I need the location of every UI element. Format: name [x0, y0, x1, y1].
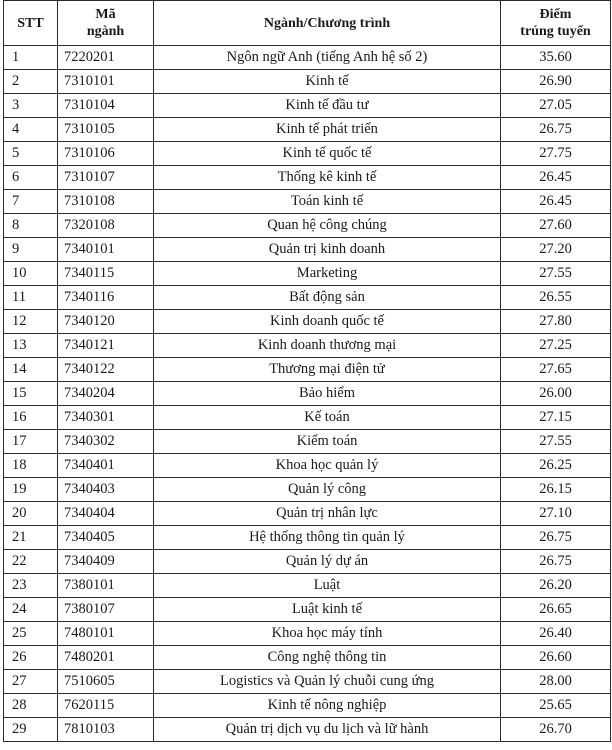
- row-major-code: 7480201: [58, 646, 154, 670]
- row-major-code: 7340121: [58, 334, 154, 358]
- row-score: 27.65: [501, 358, 611, 382]
- row-score: 27.25: [501, 334, 611, 358]
- row-major-code: 7310107: [58, 166, 154, 190]
- row-major-code: 7480101: [58, 622, 154, 646]
- row-major-code: 7310104: [58, 94, 154, 118]
- row-program-name: Toán kinh tế: [154, 190, 501, 214]
- row-score: 26.65: [501, 598, 611, 622]
- table-row: [4, 478, 611, 502]
- table-header-row: [4, 1, 611, 46]
- table-row: [4, 358, 611, 382]
- row-program-name: Kinh tế quốc tế: [154, 142, 501, 166]
- row-major-code: 7340409: [58, 550, 154, 574]
- header-code: [58, 1, 154, 46]
- row-program-name: Quản trị nhân lực: [154, 502, 501, 526]
- table-row: [4, 598, 611, 622]
- row-major-code: 7620115: [58, 694, 154, 718]
- table-row: [4, 166, 611, 190]
- table-row: [4, 118, 611, 142]
- table-body: [4, 46, 611, 742]
- row-program-name: Kinh doanh thương mại: [154, 334, 501, 358]
- table-row: [4, 622, 611, 646]
- row-program-name: Quản lý công: [154, 478, 501, 502]
- header-score-line2: trúng tuyển: [520, 24, 591, 39]
- row-score: 28.00: [501, 670, 611, 694]
- row-score: 26.45: [501, 166, 611, 190]
- table-row: [4, 46, 611, 70]
- table-row: [4, 142, 611, 166]
- row-score: 26.60: [501, 646, 611, 670]
- row-stt: 23: [4, 574, 58, 598]
- row-major-code: 7380107: [58, 598, 154, 622]
- table-row: [4, 286, 611, 310]
- row-stt: 15: [4, 382, 58, 406]
- table-row: [4, 214, 611, 238]
- row-stt: 12: [4, 310, 58, 334]
- row-major-code: 7380101: [58, 574, 154, 598]
- table-row: [4, 94, 611, 118]
- row-score: 26.75: [501, 118, 611, 142]
- row-program-name: Thống kê kinh tế: [154, 166, 501, 190]
- row-score: 26.70: [501, 718, 611, 742]
- row-stt: 2: [4, 70, 58, 94]
- row-stt: 7: [4, 190, 58, 214]
- row-program-name: Kinh tế: [154, 70, 501, 94]
- row-stt: 25: [4, 622, 58, 646]
- row-program-name: Quan hệ công chúng: [154, 214, 501, 238]
- row-stt: 26: [4, 646, 58, 670]
- header-score: [501, 1, 611, 46]
- row-score: 27.10: [501, 502, 611, 526]
- header-score-line1: Điểm: [539, 7, 572, 22]
- table-row: [4, 694, 611, 718]
- row-score: 26.20: [501, 574, 611, 598]
- row-stt: 21: [4, 526, 58, 550]
- row-stt: 5: [4, 142, 58, 166]
- table-row: [4, 262, 611, 286]
- row-program-name: Thương mại điện tử: [154, 358, 501, 382]
- row-major-code: 7340302: [58, 430, 154, 454]
- row-score: 26.45: [501, 190, 611, 214]
- row-score: 26.90: [501, 70, 611, 94]
- row-major-code: 7340116: [58, 286, 154, 310]
- row-major-code: 7340120: [58, 310, 154, 334]
- row-score: 26.75: [501, 526, 611, 550]
- row-major-code: 7310105: [58, 118, 154, 142]
- row-program-name: Khoa học máy tính: [154, 622, 501, 646]
- row-score: 27.15: [501, 406, 611, 430]
- row-major-code: 7340404: [58, 502, 154, 526]
- row-major-code: 7310108: [58, 190, 154, 214]
- row-stt: 8: [4, 214, 58, 238]
- table-row: [4, 310, 611, 334]
- row-stt: 20: [4, 502, 58, 526]
- row-score: 27.60: [501, 214, 611, 238]
- row-program-name: Quản trị kinh doanh: [154, 238, 501, 262]
- row-program-name: Quản lý dự án: [154, 550, 501, 574]
- row-major-code: 7310106: [58, 142, 154, 166]
- row-score: 27.55: [501, 262, 611, 286]
- row-score: 27.20: [501, 238, 611, 262]
- row-score: 25.65: [501, 694, 611, 718]
- row-stt: 11: [4, 286, 58, 310]
- row-stt: 10: [4, 262, 58, 286]
- row-stt: 16: [4, 406, 58, 430]
- admission-scores-table: [3, 0, 611, 742]
- row-score: 27.80: [501, 310, 611, 334]
- header-stt: STT: [4, 1, 58, 46]
- row-stt: 18: [4, 454, 58, 478]
- row-stt: 29: [4, 718, 58, 742]
- row-major-code: 7340115: [58, 262, 154, 286]
- row-score: 26.55: [501, 286, 611, 310]
- row-major-code: 7810103: [58, 718, 154, 742]
- table-row: [4, 670, 611, 694]
- table-row: [4, 574, 611, 598]
- row-program-name: Quản trị dịch vụ du lịch và lữ hành: [154, 718, 501, 742]
- table-row: [4, 718, 611, 742]
- row-stt: 13: [4, 334, 58, 358]
- row-major-code: 7340301: [58, 406, 154, 430]
- row-program-name: Luật kinh tế: [154, 598, 501, 622]
- table-row: [4, 406, 611, 430]
- row-score: 27.55: [501, 430, 611, 454]
- row-program-name: Kiểm toán: [154, 430, 501, 454]
- table-row: [4, 646, 611, 670]
- row-score: 26.00: [501, 382, 611, 406]
- row-score: 26.25: [501, 454, 611, 478]
- row-stt: 19: [4, 478, 58, 502]
- table-row: [4, 430, 611, 454]
- row-major-code: 7310101: [58, 70, 154, 94]
- table-row: [4, 334, 611, 358]
- header-program: Ngành/Chương trình: [154, 1, 501, 46]
- row-program-name: Kế toán: [154, 406, 501, 430]
- row-program-name: Bảo hiểm: [154, 382, 501, 406]
- row-stt: 22: [4, 550, 58, 574]
- row-stt: 1: [4, 46, 58, 70]
- row-program-name: Khoa học quản lý: [154, 454, 501, 478]
- row-program-name: Kinh tế đầu tư: [154, 94, 501, 118]
- table-row: [4, 70, 611, 94]
- row-major-code: 7510605: [58, 670, 154, 694]
- row-program-name: Kinh tế phát triển: [154, 118, 501, 142]
- row-major-code: 7340204: [58, 382, 154, 406]
- row-program-name: Marketing: [154, 262, 501, 286]
- row-program-name: Hệ thống thông tin quản lý: [154, 526, 501, 550]
- row-major-code: 7340122: [58, 358, 154, 382]
- row-score: 26.75: [501, 550, 611, 574]
- row-stt: 28: [4, 694, 58, 718]
- row-stt: 9: [4, 238, 58, 262]
- row-major-code: 7320108: [58, 214, 154, 238]
- row-major-code: 7340405: [58, 526, 154, 550]
- row-score: 35.60: [501, 46, 611, 70]
- row-stt: 14: [4, 358, 58, 382]
- row-program-name: Công nghệ thông tin: [154, 646, 501, 670]
- table-row: [4, 526, 611, 550]
- row-score: 26.15: [501, 478, 611, 502]
- table-row: [4, 502, 611, 526]
- row-program-name: Luật: [154, 574, 501, 598]
- header-code-line1: Mã: [95, 7, 116, 22]
- row-program-name: Ngôn ngữ Anh (tiếng Anh hệ số 2): [154, 46, 501, 70]
- row-program-name: Kinh doanh quốc tế: [154, 310, 501, 334]
- row-program-name: Bất động sản: [154, 286, 501, 310]
- row-stt: 4: [4, 118, 58, 142]
- row-program-name: Logistics và Quản lý chuỗi cung ứng: [154, 670, 501, 694]
- table-row: [4, 454, 611, 478]
- table-row: [4, 382, 611, 406]
- row-stt: 6: [4, 166, 58, 190]
- row-stt: 24: [4, 598, 58, 622]
- table-row: [4, 238, 611, 262]
- row-major-code: 7220201: [58, 46, 154, 70]
- row-score: 26.40: [501, 622, 611, 646]
- table-row: [4, 550, 611, 574]
- row-stt: 3: [4, 94, 58, 118]
- row-score: 27.05: [501, 94, 611, 118]
- row-stt: 27: [4, 670, 58, 694]
- row-major-code: 7340403: [58, 478, 154, 502]
- table-row: [4, 190, 611, 214]
- header-code-line2: ngành: [86, 24, 125, 39]
- row-stt: 17: [4, 430, 58, 454]
- row-program-name: Kinh tế nông nghiệp: [154, 694, 501, 718]
- row-major-code: 7340401: [58, 454, 154, 478]
- row-score: 27.75: [501, 142, 611, 166]
- row-major-code: 7340101: [58, 238, 154, 262]
